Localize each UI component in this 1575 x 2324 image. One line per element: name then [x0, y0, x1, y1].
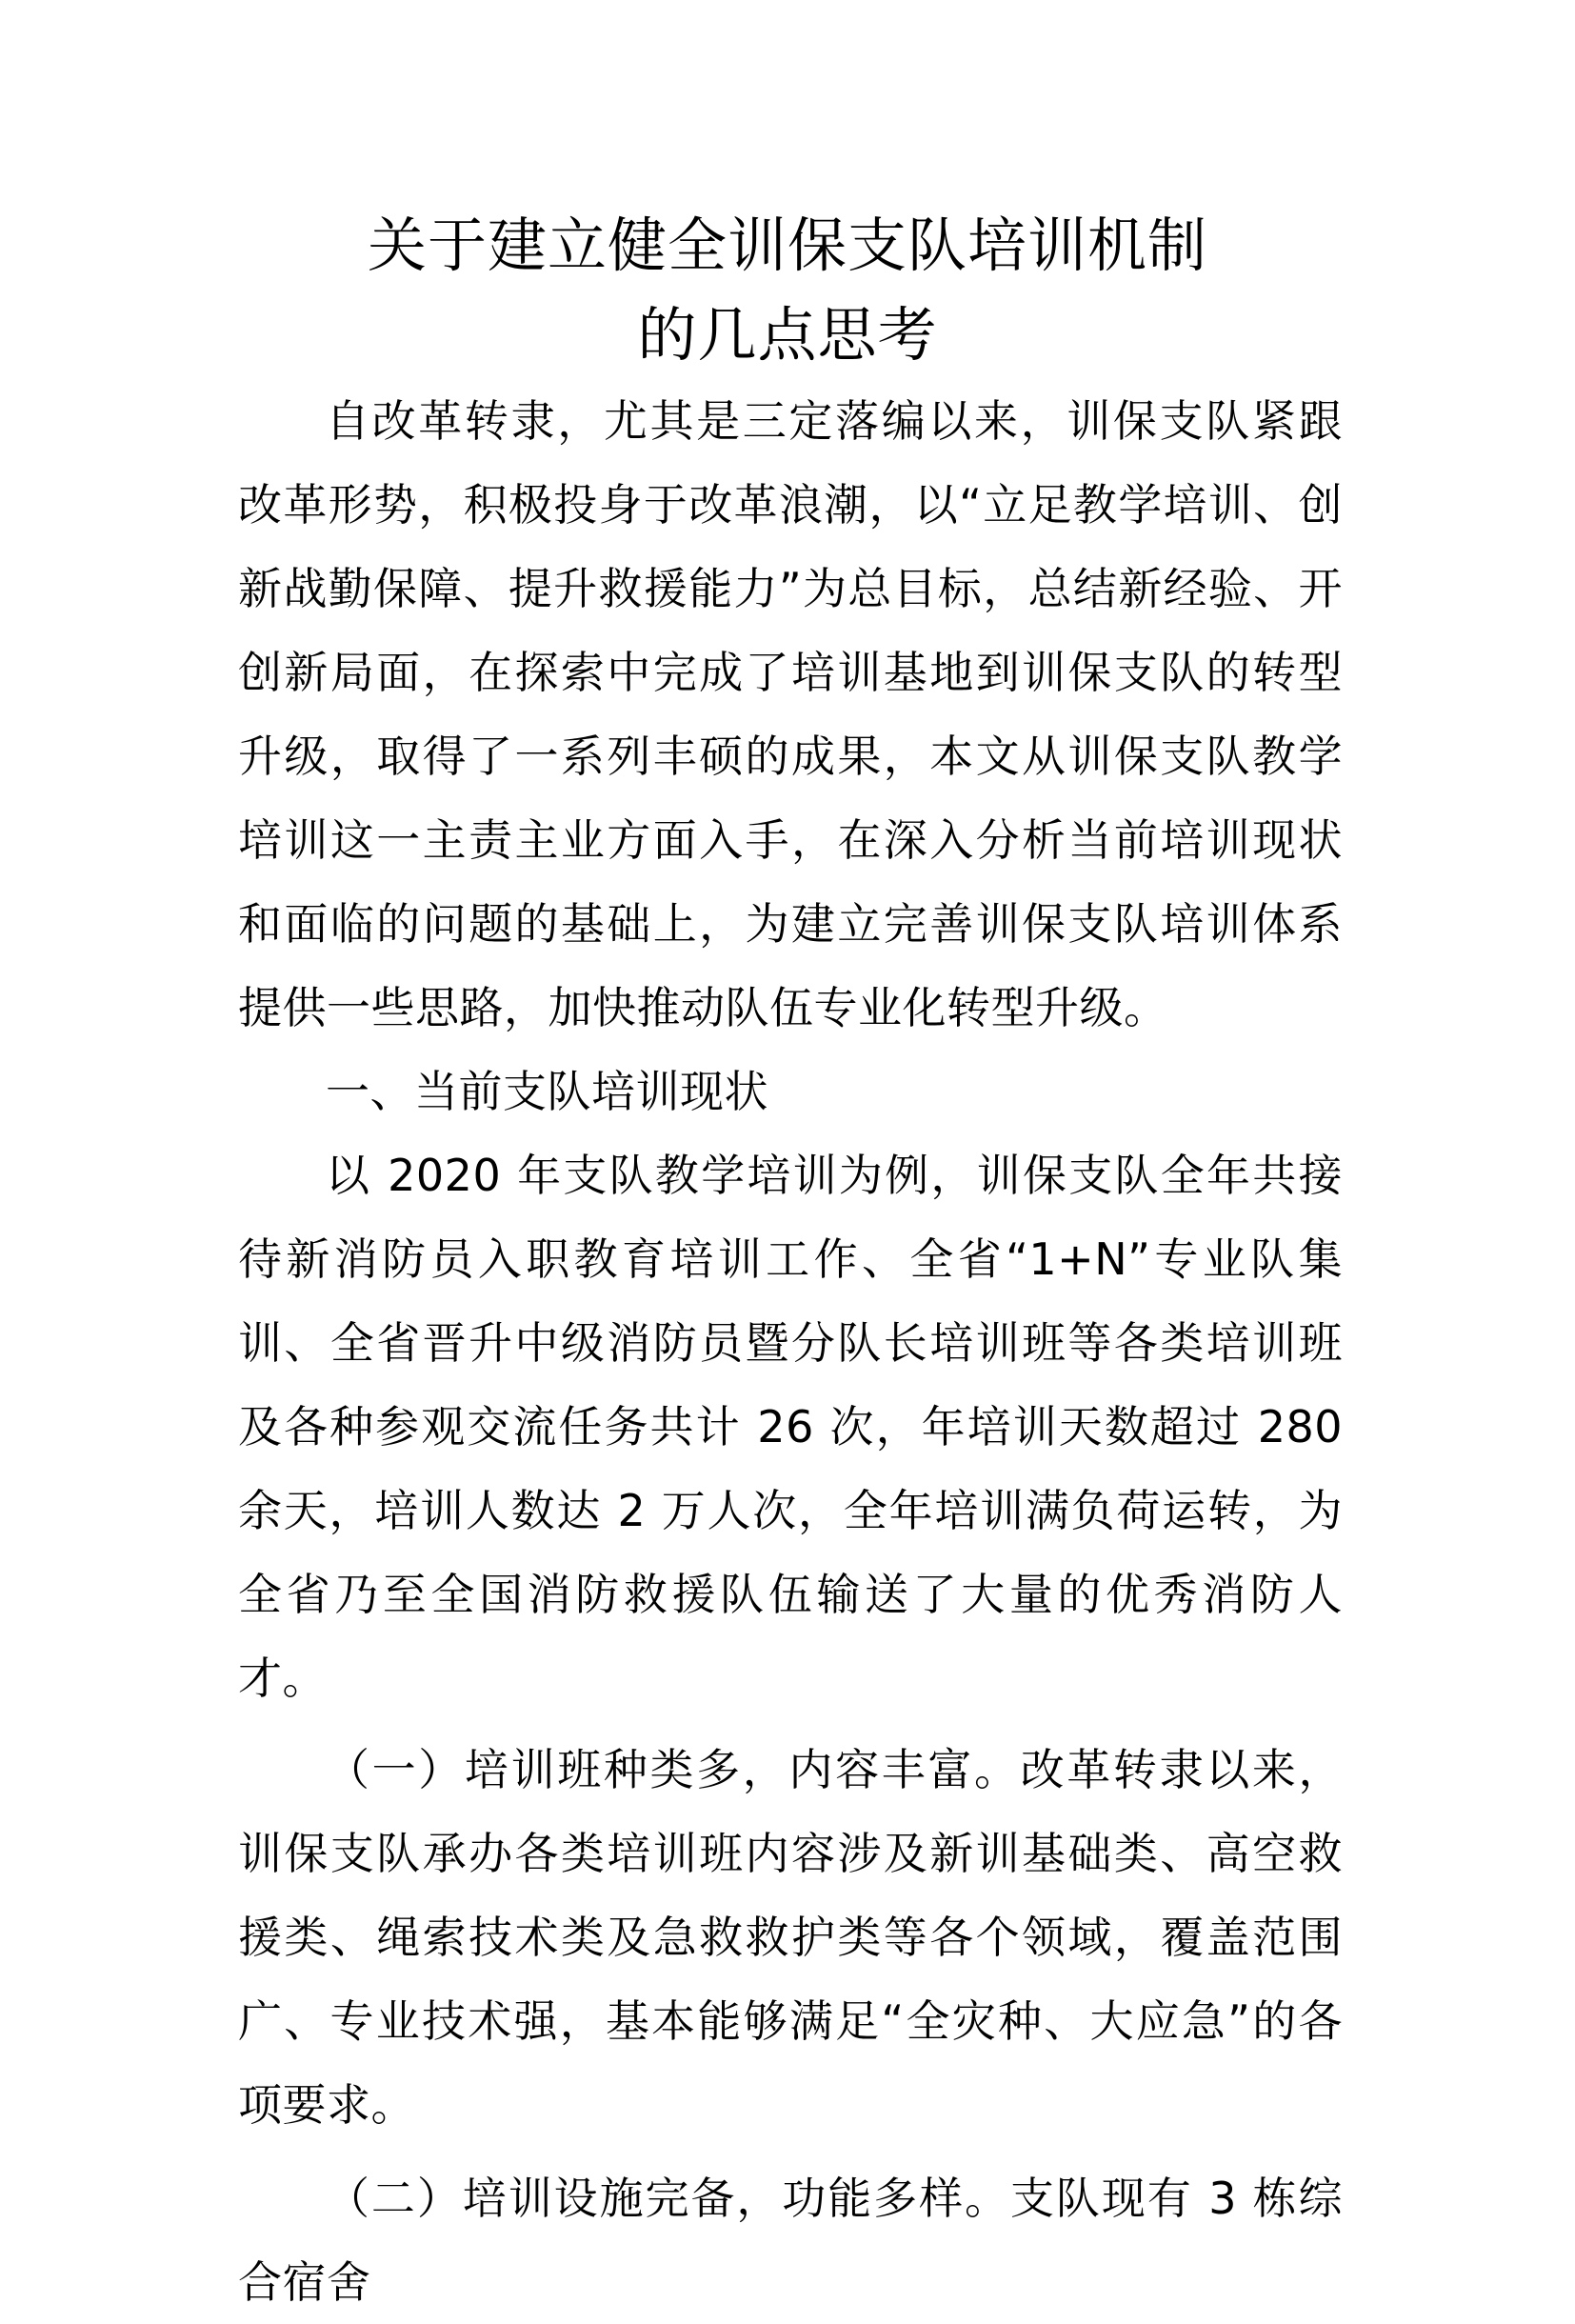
- document-title-line-1: 关于建立健全训保支队培训机制: [367, 210, 1207, 280]
- point-2-paragraph: （二）培训设施完备，功能多样。支队现有 3 栋综合宿舍: [238, 2173, 1343, 2308]
- section-1-paragraph: 以 2020 年支队教学培训为例，训保支队全年共接待新消防员入职教育培训工作、全省“1+N”专业队集训、全省晋升中级消防员暨分队长培训班等各类培训班及各种参观交流任务共计 26 次，年培训天数超过 280 余天，培训人数达 2 万人次，全年培训满负荷运转，为全省乃至全国消防救援队伍输送了大量的优秀消防人才。: [238, 1150, 1343, 1704]
- point-1-paragraph: （一）培训班种类多，内容丰富。改革转隶以来，训保支队承办各类培训班内容涉及新训基础类、高空救援类、绳索技术类及急救救护类等各个领域，覆盖范围广、专业技术强，基本能够满足“全灾种、大应急”的各项要求。: [238, 1744, 1343, 2131]
- document-body: [238, 379, 1343, 2324]
- intro-paragraph: 自改革转隶，尤其是三定落编以来，训保支队紧跟改革形势，积极投身于改革浪潮，以“立足教学培训、创新战勤保障、提升救援能力”为总目标，总结新经验、开创新局面，在探索中完成了培训基地到训保支队的转型升级，取得了一系列丰硕的成果，本文从训保支队教学培训这一主责主业方面入手，在深入分析当前培训现状和面临的问题的基础上，为建立完善训保支队培训体系提供一些思路，加快推动队伍专业化转型升级。: [238, 395, 1343, 1033]
- document-title-line-2: 的几点思考: [637, 300, 938, 370]
- section-1-heading: 一、当前支队培训现状: [326, 1066, 768, 1117]
